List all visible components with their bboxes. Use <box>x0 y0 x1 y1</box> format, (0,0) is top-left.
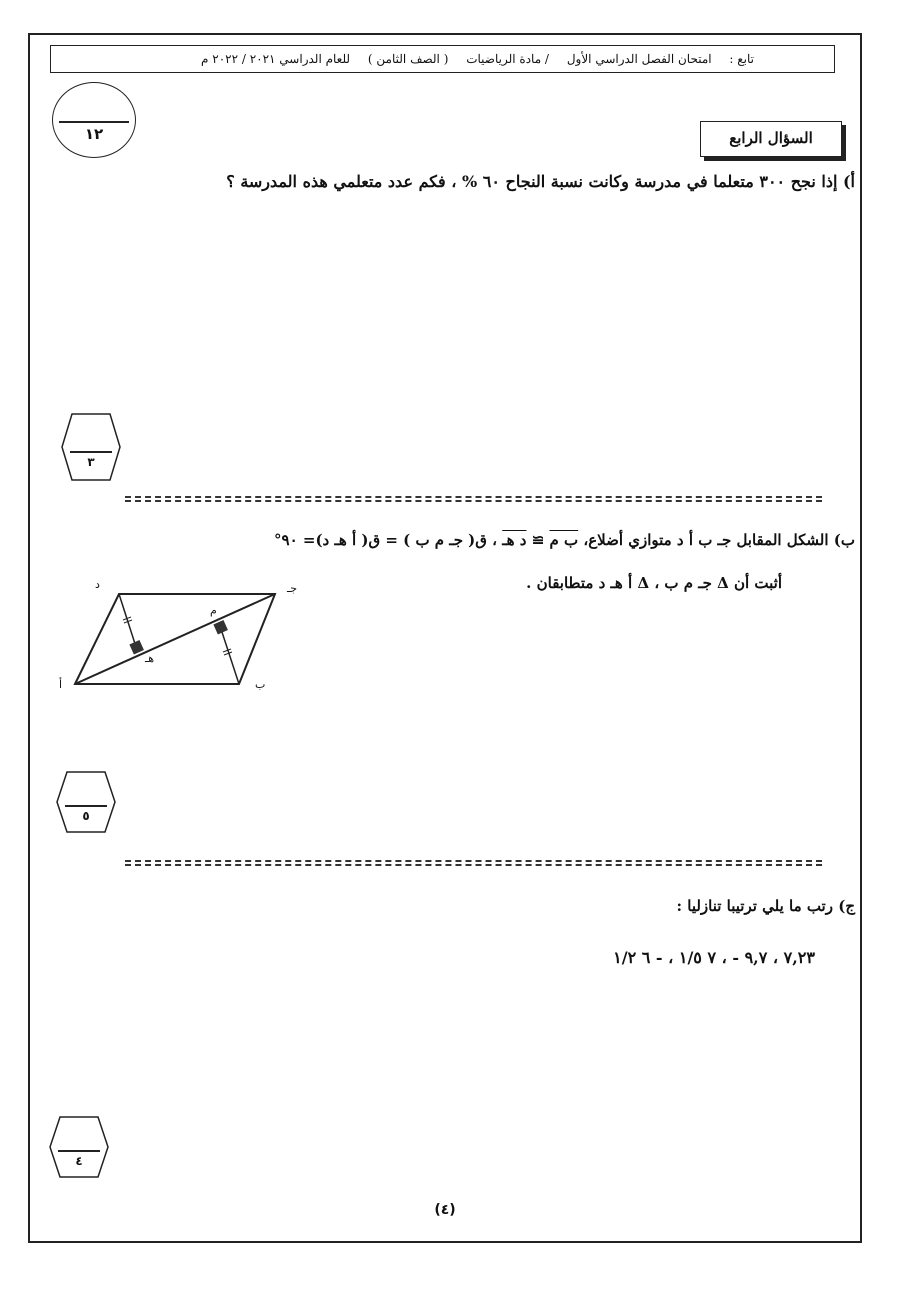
label-d: د <box>95 578 100 591</box>
question-b-line-2: أثبت أن Δ جـ م ب ، Δ أ هـ د متطابقان . <box>526 574 782 592</box>
question-a-label: أ) <box>842 172 855 191</box>
label-a: أ <box>59 678 63 691</box>
question-b-line-1 <box>274 531 855 549</box>
question-b-label: ب) <box>833 531 855 549</box>
page-number: (٤) <box>434 1202 456 1218</box>
header-part-3: / مادة الرياضيات <box>466 52 549 66</box>
section-title: السؤال الرابع <box>700 121 842 157</box>
question-a-score-box <box>60 412 122 469</box>
perpendicular-bm <box>220 626 239 684</box>
question-b-text-1-end: ، ق( جـ م ب ) = ق( أ هـ د)= ٩٠° <box>274 531 497 549</box>
question-a-score: ٣ <box>87 455 95 469</box>
right-angle-m <box>213 620 228 635</box>
header-part-4: ( الصف الثامن ) <box>367 52 449 66</box>
question-a <box>226 172 855 191</box>
header-part-5: للعام الدراسي ٢٠٢١ / ٢٠٢٢ م <box>201 52 351 66</box>
right-angle-h <box>129 640 144 655</box>
header-part-2: امتحان الفصل الدراسي الأول <box>566 52 712 66</box>
separator-1 <box>125 496 822 498</box>
separator-2 <box>125 860 822 862</box>
header-part-1: تابع : <box>729 52 754 66</box>
question-c-text: رتب ما يلي ترتيبا تنازليا : <box>676 897 833 915</box>
question-c-label: ج) <box>838 897 855 915</box>
segment-bm: ب م <box>549 531 579 549</box>
question-c-score: ٤ <box>75 1154 83 1168</box>
question-b-score-box <box>55 770 117 823</box>
parallelogram-figure <box>59 578 315 700</box>
question-c-score-box <box>48 1115 110 1168</box>
score-divider <box>59 121 129 123</box>
question-b-score: ٥ <box>82 809 90 823</box>
question-a-text: إذا نجح ٣٠٠ متعلما في مدرسة وكانت نسبة النجاح ٦٠ % ، فكم عدد متعلمي هذه المدرسة ؟ <box>226 172 838 191</box>
congruent-symbol: ≅ <box>531 531 545 549</box>
label-b: ب <box>255 678 266 691</box>
total-score: ١٢ <box>84 125 104 143</box>
label-m: م <box>210 604 217 617</box>
segment-dh: د هـ <box>502 531 527 549</box>
question-c-values: ٧,٢٣ ، ٩,٧ - ، ٧ ١/٥ ، - ٦ ١/٢ <box>613 948 815 967</box>
question-b-text-1: الشكل المقابل جـ ب أ د متوازي أضلاع، <box>583 531 829 549</box>
question-c <box>677 897 856 915</box>
total-score-circle <box>52 82 136 158</box>
label-j: جـ <box>287 582 298 595</box>
exam-header <box>50 45 835 73</box>
label-h: هـ <box>145 652 155 665</box>
